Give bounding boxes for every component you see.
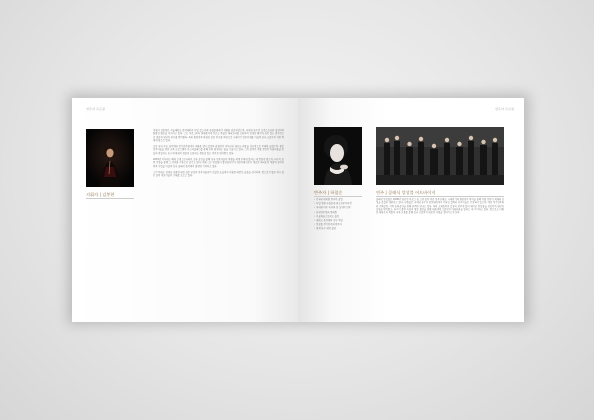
- bio-paragraph: 그의 무대는 언제나 작품에 대한 깊은 존중과 연주자들과의 긴밀한 호흡에서 비롯된 따뜻한 울림을 선사하며, 앞으로의 활동 역시 많은 음악 애호가들의 기대를 모으고 있다.: [153, 170, 284, 178]
- soloist-caption: 반주자 | 하철순: [314, 190, 343, 195]
- soloist-figure: [314, 127, 362, 185]
- soloist-photo: [314, 127, 362, 185]
- left-page: [72, 98, 298, 322]
- bio-paragraph: 지휘자 김봉현은 서울대학교 음악대학과 독일 칼스루에 국립음대에서 지휘를 전공하였으며, 국내외 유수의 오케스트라와 협연하며 활발한 활동을 이어가고 있다. 그는 바로크부터 현대음악에 이르는 폭넓은 레퍼토리를 소화하며 섬세한 해석과 깊이 있는 음악성으로 청중과 평단의 찬사를 받아왔다. 특히 원전연주에 대한 깊은 연구를 바탕으로 시대악기 연주단체를 이끌며 한국 고음악의 저변 확대에 힘쓰고 있다.: [153, 129, 284, 142]
- conductor-caption: 지휘자 | 김봉현: [86, 192, 115, 197]
- conductor-biography: [153, 129, 284, 178]
- conductor-photo: [86, 129, 134, 187]
- right-page: [298, 98, 524, 322]
- ensemble-photo: [376, 127, 504, 185]
- ensemble-description: 클래식 앙상블은 2008년 창단된 바로크 및 고전 음악 전문 연주단체로, 시대악기와 원전연주 방식을 통해 작품 본연의 색채와 감성을 충실히 재현하고 있다. 단원들은 국내외 유수의 음악대학에서 수학한 실력파 연주자들로 구성되어 있으며, 매년 정기연주회와 기획공연, 지역 순회공연을 통해 관객과 만나고 있다. 특히 교회음악과 합창곡 연주에 있어 뛰어난 앙상블을 선보이며 평단의 호평을 받아왔고, 다수의 음반 녹음과 방송 출연을 통해 대중에게 고음악의 아름다움을 알리는 데 기여하고 있다. 앞으로도 다양한 레퍼토리 개발과 국제 교류를 통해 한국 고음악의 새로운 지평을 열어가고자 한다.: [376, 198, 504, 215]
- list-item: • 단국대 대학원 반주과 졸업: [314, 198, 370, 202]
- right-running-head: 연주자 프로필: [494, 107, 514, 111]
- bio-paragraph: 2019년 이후에는 해외 오케스트라와의 교류 공연을 통해 한국 연주자들의 역량을 세계 무대에 알리는 데 앞장서 왔으며, 다수의 음반 작업을 통해 그 성과를 기록으로 남기고 있다. 현재 그는 앙상블의 음악감독이자 상임지휘자로서 새로운 레퍼토리 개발과 창작곡 위촉 사업을 이끌며 한국 클래식 음악계의 발전에 기여하고 있다.: [153, 158, 284, 168]
- list-item: • 한국반주협회 정회원: [314, 211, 370, 215]
- ensemble-figure: [376, 127, 504, 185]
- list-item: • 서울예술고등학교 출강: [314, 215, 370, 219]
- booklet-spread: [72, 98, 524, 322]
- list-item: • 앙상블 정기연주회 반주자: [314, 223, 370, 227]
- list-item: • 국내외 다수 독주회 및 실내악 연주: [314, 206, 370, 210]
- list-item: • 현재 다수 대학 출강: [314, 227, 370, 231]
- list-item: • 독일 뮌헨 국립음대 최고연주자과정: [314, 202, 370, 206]
- ensemble-caption: 연주 | 클래식 앙상블 어드바이저: [376, 190, 436, 195]
- soloist-credits-list: [314, 198, 370, 232]
- left-running-head: 연주자 프로필: [86, 107, 106, 111]
- conductor-figure: [86, 129, 134, 187]
- list-item: • 대학교 음악대학 강사 역임: [314, 219, 370, 223]
- bio-paragraph: 또한 국내 주요 음악제와 정기연주회에서 지휘를 맡아 합창과 관현악이 어우러진 대규모 작품을 성공적으로 무대에 올렸으며, 젊은 연주자들을 위한 교육 프로그램과 마스터클래스를 통해 후학 양성에도 힘을 기울이고 있다. 그의 음악은 작품 본연의 아름다움을 충실히 전달하는 동시에 현대의 청중과 소통하는 생동감 있는 연주로 평가받고 있다.: [153, 145, 284, 155]
